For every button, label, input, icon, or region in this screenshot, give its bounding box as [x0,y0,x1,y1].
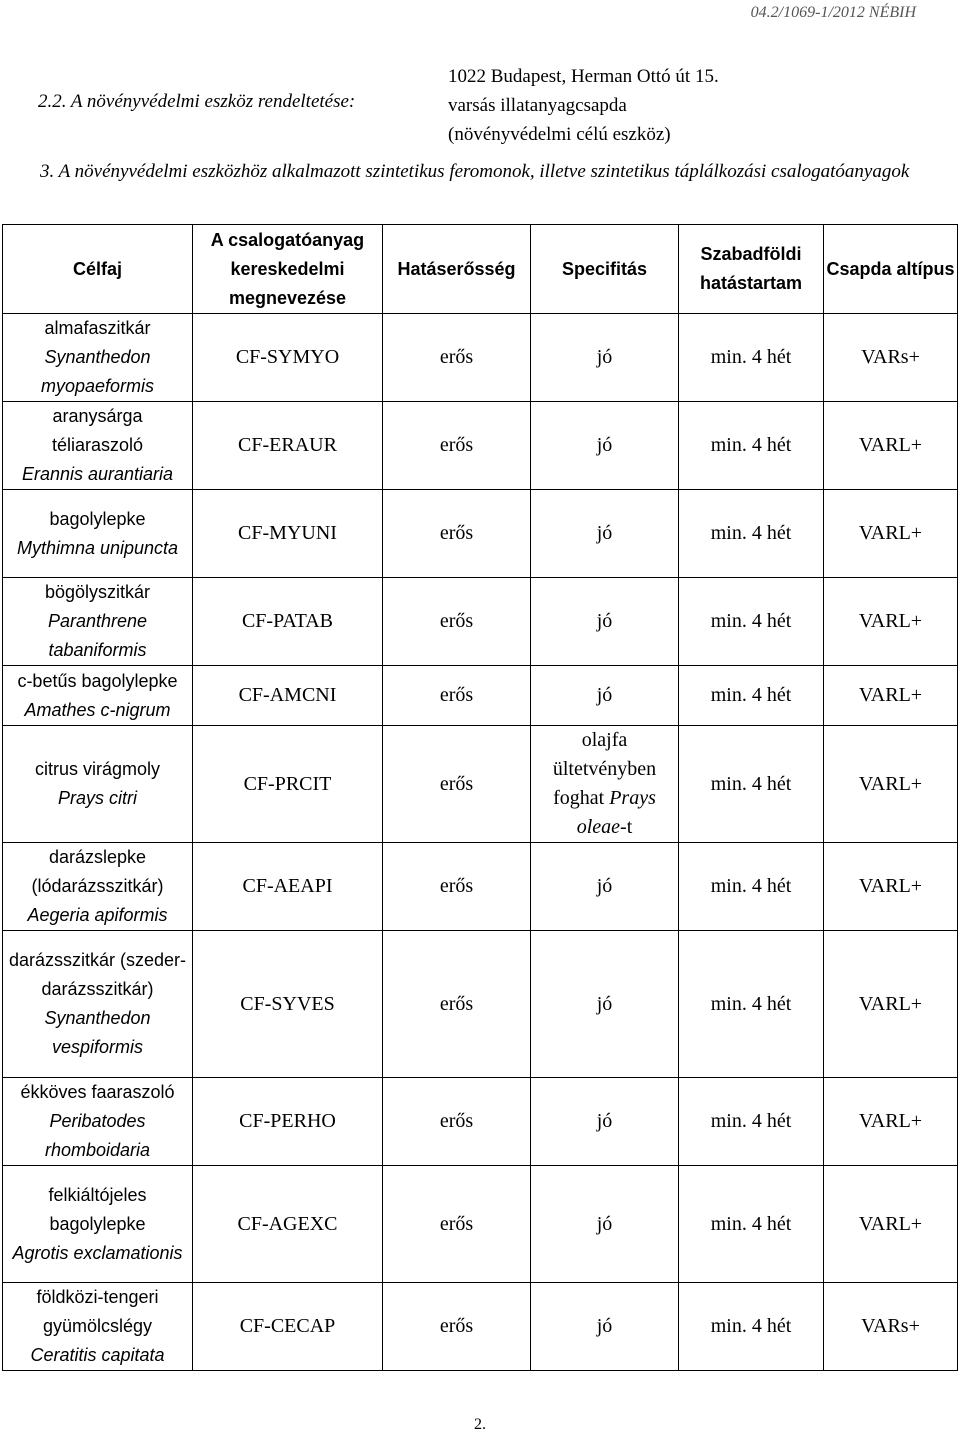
table-row [3,843,958,931]
section-2-line: 1022 Budapest, Herman Ottó út 15. [448,66,719,87]
species-common-name: citrus virágmoly [34,759,161,779]
specificity-cell: jó [531,578,679,666]
strength-cell: erős [383,1166,531,1283]
specificity-cell: jó [531,1078,679,1166]
duration-cell: min. 4 hét [679,1283,824,1371]
strength-cell: erős [383,666,531,726]
trap-type-cell: VARL+ [824,1078,958,1166]
lure-name-cell: CF-ERAUR [193,402,383,490]
target-species-cell [3,666,193,726]
specificity-suffix: -t [620,816,633,838]
table-row [3,726,958,843]
target-species-cell [3,578,193,666]
specificity-cell: jó [531,1166,679,1283]
lure-name-cell: CF-AGEXC [193,1166,383,1283]
species-common-name: darázslepke (lódarázsszitkár) [31,847,164,896]
lure-table [2,224,958,1371]
strength-cell: erős [383,726,531,843]
target-species-cell [3,931,193,1078]
target-species-cell [3,843,193,931]
species-common-name: bagolylepke [49,508,146,529]
strength-cell: erős [383,1078,531,1166]
specificity-latin: Prays oleae [576,787,656,838]
species-common-name: c-betűs bagolylepke [17,670,178,691]
lure-name-cell: CF-MYUNI [193,490,383,578]
trap-type-cell: VARL+ [824,666,958,726]
duration-cell: min. 4 hét [679,931,824,1078]
duration-cell: min. 4 hét [679,1078,824,1166]
trap-type-cell: VARL+ [824,1166,958,1283]
table-row [3,402,958,490]
trap-type-cell: VARs+ [824,314,958,402]
lure-name-cell: CF-PERHO [193,1078,383,1166]
lure-name-cell: CF-SYMYO [193,314,383,402]
specificity-cell: jó [531,1283,679,1371]
target-species-cell [3,314,193,402]
section-2-line: varsás illatanyagcsapda [448,95,627,116]
table-row [3,490,958,578]
species-latin-name: Erannis aurantiaria [21,464,174,484]
duration-cell: min. 4 hét [679,843,824,931]
duration-cell: min. 4 hét [679,1166,824,1283]
trap-type-cell: VARL+ [824,490,958,578]
table-row [3,578,958,666]
specificity-cell: jó [531,314,679,402]
species-latin-name: Peribatodes rhomboidaria [44,1111,151,1160]
table-row [3,1166,958,1283]
species-latin-name: Paranthrene tabaniformis [47,611,148,660]
trap-type-cell: VARs+ [824,1283,958,1371]
table-header-row [3,225,958,314]
strength-cell: erős [383,931,531,1078]
target-species-cell [3,1166,193,1283]
duration-cell: min. 4 hét [679,726,824,843]
species-latin-name: Synanthedon vespiformis [44,1008,151,1057]
header-csapda: Csapda altípus [824,225,958,314]
table-row [3,314,958,402]
section-2-label: 2.2. A növényvédelmi eszköz rendeltetése: [38,91,356,112]
lure-name-cell: CF-AMCNI [193,666,383,726]
specificity-cell: jó [531,666,679,726]
trap-type-cell: VARL+ [824,578,958,666]
section-2-line: (növényvédelmi célú eszköz) [448,124,671,145]
table-row [3,1078,958,1166]
target-species-cell [3,402,193,490]
specificity-cell: jó [531,402,679,490]
table-row [3,931,958,1078]
section-2-value [448,62,719,149]
target-species-cell [3,490,193,578]
header-spec: Specifitás [531,225,679,314]
species-common-name: aranysárga téliaraszoló [51,406,144,455]
lure-name-cell: CF-CECAP [193,1283,383,1371]
species-latin-name: Mythimna unipuncta [16,537,179,558]
header-celfaj: Célfaj [3,225,193,314]
target-species-cell [3,1283,193,1371]
table-body [3,314,958,1371]
document-id: 04.2/1069-1/2012 NÉBIH [750,4,916,21]
lure-name-cell: CF-PATAB [193,578,383,666]
duration-cell: min. 4 hét [679,402,824,490]
species-latin-name: Synanthedon myopaeformis [40,347,155,396]
strength-cell: erős [383,1283,531,1371]
specificity-cell: jó [531,843,679,931]
duration-cell: min. 4 hét [679,666,824,726]
species-common-name: almafaszitkár [44,318,151,338]
species-common-name: ékköves faaraszoló [20,1082,175,1102]
lure-name-cell: CF-SYVES [193,931,383,1078]
target-species-cell [3,726,193,843]
lure-name-cell: CF-AEAPI [193,843,383,931]
trap-type-cell: VARL+ [824,843,958,931]
trap-type-cell: VARL+ [824,402,958,490]
header-hatas: Hatáserősség [383,225,531,314]
species-common-name: földközi-tengeri gyümölcslégy [36,1287,159,1336]
species-latin-name: Aegeria apiformis [27,905,168,925]
trap-type-cell: VARL+ [824,931,958,1078]
duration-cell: min. 4 hét [679,490,824,578]
strength-cell: erős [383,402,531,490]
target-species-cell [3,1078,193,1166]
specificity-cell: jó [531,931,679,1078]
section-3-heading: 3. A növényvédelmi eszközhöz alkalmazott szintetikus feromonok, illetve szintetikus táplálkozási csalogatóanyagok [40,161,910,182]
specificity-text: olajfa ültetvényben foghat [552,729,657,809]
header-nev: A csalogatóanyag kereskedelmi megnevezése [193,225,383,314]
duration-cell: min. 4 hét [679,578,824,666]
strength-cell: erős [383,490,531,578]
species-latin-name: Ceratitis capitata [30,1345,165,1365]
species-latin-name: Prays citri [57,788,137,808]
strength-cell: erős [383,843,531,931]
specificity-cell: jó [531,490,679,578]
species-latin-name: Amathes c-nigrum [24,699,171,720]
species-common-name: bögölyszitkár [44,582,151,602]
header-szabad: Szabadföldi hatástartam [679,225,824,314]
species-latin-name: Agrotis exclamationis [12,1242,183,1263]
lure-name-cell: CF-PRCIT [193,726,383,843]
strength-cell: erős [383,578,531,666]
table-row [3,1283,958,1371]
trap-type-cell: VARL+ [824,726,958,843]
table-row [3,666,958,726]
species-common-name: felkiáltójeles bagolylepke [48,1184,147,1234]
species-common-name: darázsszitkár (szeder-darázsszitkár) [8,950,187,999]
page-number: 2. [474,1416,486,1433]
strength-cell: erős [383,314,531,402]
specificity-cell [531,726,679,843]
duration-cell: min. 4 hét [679,314,824,402]
